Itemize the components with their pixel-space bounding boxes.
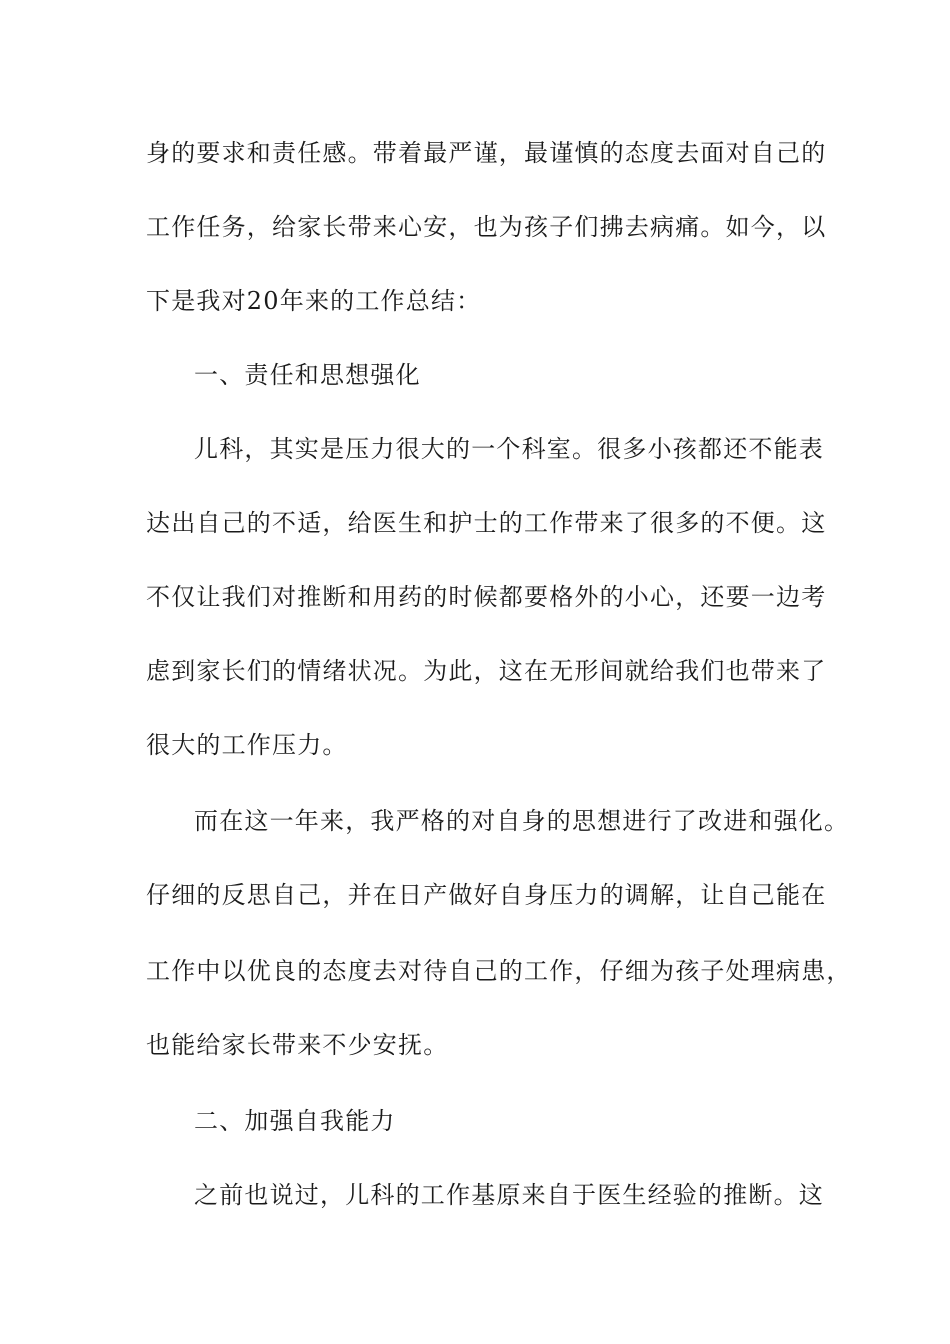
paragraph-line: 儿科，其实是压力很大的一个科室。很多小孩都还不能表: [194, 435, 824, 463]
paragraph-line: 工作中以优良的态度去对待自己的工作，仔细为孩子处理病患，: [146, 957, 852, 985]
paragraph-line: 仔细的反思自己，并在日产做好自身压力的调解，让自己能在: [146, 881, 827, 909]
paragraph-line: 很大的工作压力。: [146, 731, 348, 759]
paragraph-line: 之前也说过，儿科的工作基原来自于医生经验的推断。这: [194, 1181, 824, 1209]
paragraph-line: 达出自己的不适，给医生和护士的工作带来了很多的不便。这: [146, 509, 827, 537]
paragraph-line: 虑到家长们的情绪状况。为此，这在无形间就给我们也带来了: [146, 657, 827, 685]
paragraph-line: 下是我对20年来的工作总结：: [146, 287, 482, 315]
section-heading: 一、责任和思想强化: [194, 361, 421, 389]
paragraph-line: 工作任务，给家长带来心安，也为孩子们拂去病痛。如今，以: [146, 213, 827, 241]
paragraph-line: 身的要求和责任感。带着最严谨，最谨慎的态度去面对自己的: [146, 139, 827, 167]
paragraph-line: 而在这一年来，我严格的对自身的思想进行了改进和强化。: [194, 807, 850, 835]
section-heading: 二、加强自我能力: [194, 1107, 396, 1135]
paragraph-line: 不仅让我们对推断和用药的时候都要格外的小心，还要一边考: [146, 583, 827, 611]
paragraph-line: 也能给家长带来不少安抚。: [146, 1031, 449, 1059]
